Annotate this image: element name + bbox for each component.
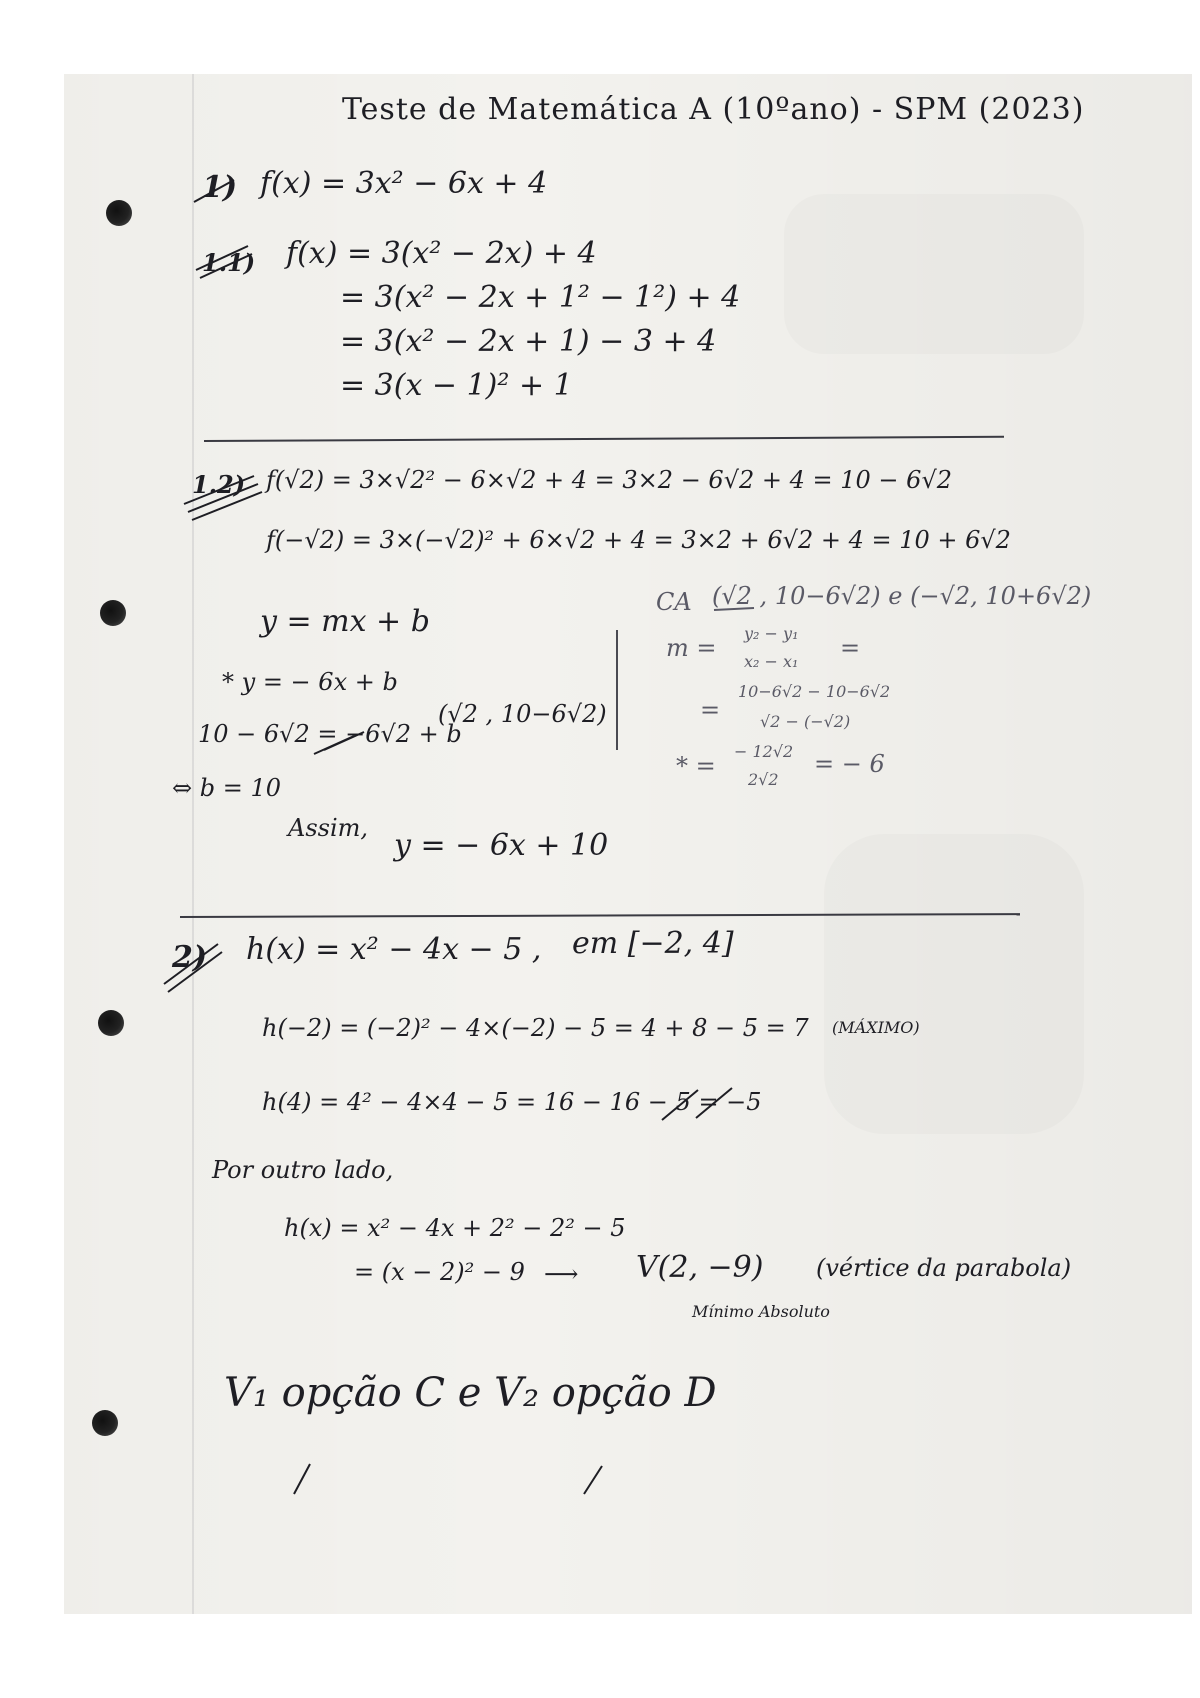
derivation-line: f(x) = 3(x² − 2x) + 4 — [286, 236, 597, 271]
derivation-line: = 3(x² − 2x + 1) − 3 + 4 — [340, 324, 717, 359]
slope-equals: = — [700, 696, 721, 724]
maximum-note: (MÁXIMO) — [832, 1018, 920, 1037]
final-answer: V₁ opção C e V₂ opção D — [224, 1370, 717, 1416]
line-equation-answer: y = − 6x + 10 — [394, 828, 609, 863]
slope-denominator: 2√2 — [748, 770, 779, 789]
question-number: 2) — [172, 940, 208, 975]
points-pair: (√2 , 10−6√2) e (−√2, 10+6√2) — [712, 582, 1092, 610]
slope-numerator: − 12√2 — [734, 742, 794, 761]
derivation-line: = 3(x − 1)² + 1 — [340, 368, 573, 403]
slope-equals: * = — [676, 752, 716, 780]
question-number: 1.2) — [192, 470, 246, 499]
slope-equals: = — [840, 634, 861, 662]
arrow: ⟶ — [544, 1260, 579, 1288]
substitution-line: * y = − 6x + b — [222, 668, 398, 696]
evaluation-line: h(4) = 4² − 4×4 − 5 = 16 − 16 − 5 = −5 — [262, 1088, 762, 1116]
substitution-point: (√2 , 10−6√2) — [438, 700, 607, 728]
completing-square-line: h(x) = x² − 4x + 2² − 2² − 5 — [284, 1214, 626, 1242]
function-definition: f(x) = 3x² − 6x + 4 — [260, 166, 548, 201]
question-number: 1) — [202, 170, 238, 205]
slope-result: = − 6 — [814, 750, 885, 778]
evaluation-line: h(−2) = (−2)² − 4×(−2) − 5 = 4 + 8 − 5 = 7 — [262, 1014, 809, 1042]
slope-numerator: 10−6√2 − 10−6√2 — [738, 682, 891, 701]
function-definition: h(x) = x² − 4x − 5 , — [246, 932, 542, 967]
b-value: ⇔ b = 10 — [172, 774, 282, 802]
computation-line: f(√2) = 3×√2² − 6×√2 + 4 = 3×2 − 6√2 + 4 = 10 − 6√2 — [266, 466, 953, 494]
line-equation-form: y = mx + b — [260, 604, 430, 639]
slope-denominator: √2 − (−√2) — [760, 712, 851, 731]
slope-lhs: m = — [666, 634, 717, 662]
question-number: 1.1) — [202, 248, 256, 277]
vertex-note: (vértice da parabola) — [816, 1254, 1072, 1282]
computation-line: f(−√2) = 3×(−√2)² + 6×√2 + 4 = 3×2 + 6√2 + 4 = 10 + 6√2 — [266, 526, 1011, 554]
substitution-line: 10 − 6√2 = −6√2 + b — [198, 720, 462, 748]
pen-strokes — [64, 74, 1192, 1614]
slope-denominator: x₂ − x₁ — [744, 652, 799, 671]
interval: em [−2, 4] — [572, 926, 734, 961]
conclusion-label: Assim, — [288, 814, 369, 842]
notebook-sheet — [64, 74, 1192, 1614]
derivation-line: = 3(x² − 2x + 1² − 1²) + 4 — [340, 280, 741, 315]
page-title: Teste de Matemática A (10ºano) - SPM (2023) — [342, 92, 1085, 127]
transition-text: Por outro lado, — [212, 1156, 394, 1184]
vertex: V(2, −9) — [636, 1250, 764, 1285]
completing-square-line: = (x − 2)² − 9 — [354, 1258, 525, 1286]
minimum-note: Mínimo Absoluto — [692, 1302, 830, 1321]
slope-numerator: y₂ − y₁ — [744, 624, 799, 643]
points-label: CA — [656, 588, 692, 616]
